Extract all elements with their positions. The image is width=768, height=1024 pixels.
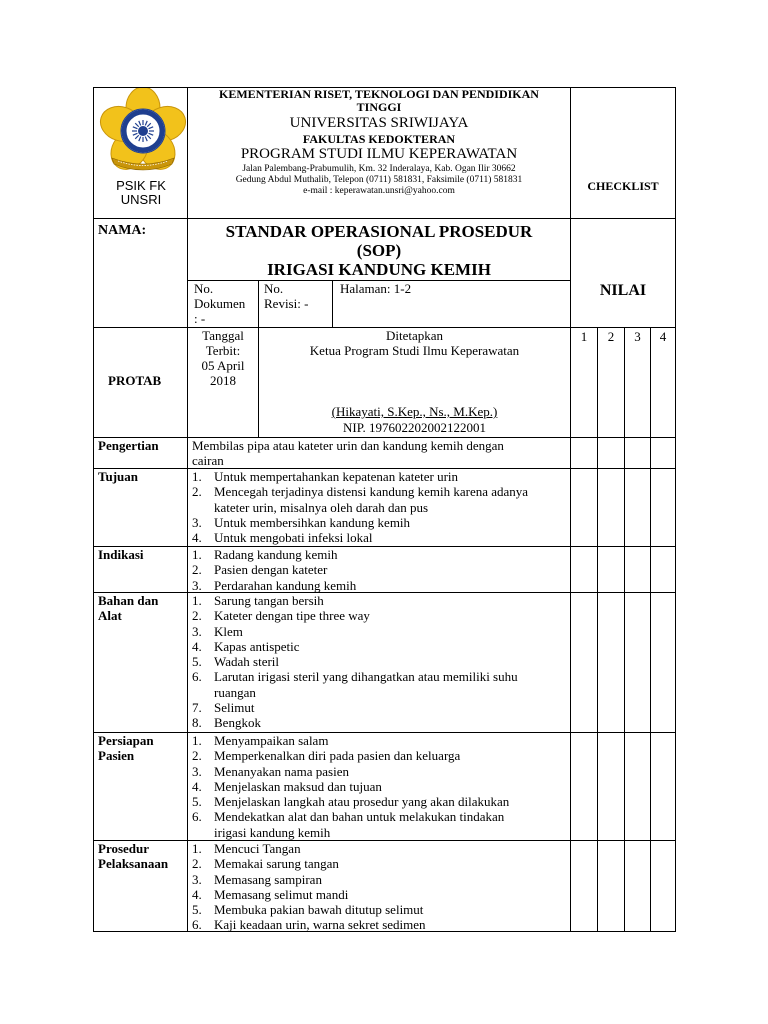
list-item-text: Mencegah terjadinya distensi kandung kemih karena adanya	[214, 484, 529, 500]
list-item-number: 6.	[192, 809, 202, 825]
list-item	[192, 593, 518, 608]
list-item-number: 5.	[192, 654, 202, 670]
pengertian-text-1: Membilas pipa atau kateter urin dan kandung kemih dengan	[192, 438, 504, 453]
list-item	[192, 685, 518, 700]
protab-label: PROTAB	[108, 373, 162, 388]
ministry-line-1: KEMENTERIAN RISET, TEKNOLOGI DAN PENDIDIKAN	[219, 87, 539, 101]
signer-name: (Hikayati, S.Kep., Ns., M.Kep.)	[331, 404, 498, 419]
list-item-number: 3.	[192, 577, 202, 593]
list-item-text: Memperkenalkan diri pada pasien dan keluarga	[214, 748, 461, 764]
list-item-text: Kaji keadaan urin, warna sekret sedimen	[214, 917, 426, 933]
signer-nip: NIP. 197602202002122001	[342, 420, 486, 435]
indikasi-label: Indikasi	[98, 547, 144, 562]
prosedur-list	[192, 841, 426, 933]
list-item-text: Radang kandung kemih	[214, 547, 338, 562]
list-item-number: 1.	[192, 733, 202, 748]
prosedur-label-2: Pelaksanaan	[98, 856, 169, 871]
list-item	[192, 578, 356, 593]
list-item-text: kateter urin, misalnya oleh darah dan pus	[214, 499, 429, 515]
list-item-text: Mendekatkan alat dan bahan untuk melakukan tindakan	[214, 809, 505, 825]
program-name: PROGRAM STUDI ILMU KEPERAWATAN	[240, 146, 518, 162]
score-1: 1	[580, 329, 588, 344]
doc-no-line-1: No.	[194, 281, 214, 296]
list-item-text: Sarung tangan bersih	[214, 593, 324, 608]
list-item-number: 2.	[192, 608, 202, 624]
list-item	[192, 794, 509, 809]
list-item	[192, 469, 528, 484]
ketua-label: Ketua Program Studi Ilmu Keperawatan	[309, 343, 520, 358]
revision-line-1: No.	[264, 281, 284, 296]
list-item	[192, 887, 426, 902]
list-item-number: 6.	[192, 917, 202, 933]
sop-title-1: STANDAR OPERASIONAL PROSEDUR	[225, 222, 533, 241]
list-item-number: 5.	[192, 902, 202, 918]
revision-line-2: Revisi: -	[264, 296, 309, 311]
list-item-text: Kapas antispetic	[214, 638, 300, 654]
list-item	[192, 872, 426, 887]
list-item	[192, 669, 518, 684]
list-item-text: Larutan irigasi steril yang dihangatkan atau memiliki suhu	[214, 669, 518, 685]
list-item-number: 2.	[192, 562, 202, 578]
faculty-name: FAKULTAS KEDOKTERAN	[302, 132, 456, 146]
bahan-label-1: Bahan dan	[98, 593, 159, 608]
list-item-number: 2.	[192, 748, 202, 764]
list-item-text: ruangan	[214, 684, 256, 700]
list-item	[192, 624, 518, 639]
list-item-text: Menanyakan nama pasien	[214, 763, 350, 779]
tujuan-label: Tujuan	[98, 469, 138, 484]
list-item-text: Memasang sampiran	[214, 871, 322, 887]
list-item-text: Untuk membersihkan kandung kemih	[214, 514, 411, 530]
list-item	[192, 733, 509, 748]
tanggal-line-4: 2018	[210, 373, 236, 388]
bahan-list	[192, 593, 518, 731]
list-item-text: Perdarahan kandung kemih	[214, 577, 357, 593]
address-line-1: Jalan Palembang-Prabumulih, Km. 32 Inderalaya, Kab. Ogan Ilir 30662	[242, 164, 516, 174]
list-item	[192, 654, 518, 669]
list-item-text: Kateter dengan tipe three way	[214, 608, 370, 624]
list-item	[192, 700, 518, 715]
list-item	[192, 856, 426, 871]
score-4: 4	[659, 329, 667, 344]
page-count: Halaman: 1-2	[340, 281, 412, 296]
list-item-text: Mencuci Tangan	[214, 841, 301, 856]
list-item-number: 4.	[192, 886, 202, 902]
list-item	[192, 715, 518, 730]
list-item-text: Selimut	[214, 700, 255, 716]
list-item	[192, 530, 528, 545]
list-item-text: Klem	[214, 623, 243, 639]
list-item	[192, 902, 426, 917]
list-item-number: 8.	[192, 715, 202, 731]
list-item	[192, 562, 356, 577]
prosedur-label-1: Prosedur	[98, 841, 150, 856]
list-item-text: irigasi kandung kemih	[214, 824, 331, 840]
ditetapkan-label: Ditetapkan	[385, 328, 444, 343]
score-3: 3	[634, 329, 641, 344]
tanggal-line-2: Terbit:	[205, 343, 241, 358]
doc-no-line-3: : -	[194, 311, 206, 326]
list-item-number: 3.	[192, 763, 202, 779]
list-item-number: 3.	[192, 514, 202, 530]
pengertian-text-2: cairan	[192, 453, 224, 468]
list-item	[192, 515, 528, 530]
sop-title-3: IRIGASI KANDUNG KEMIH	[267, 260, 491, 279]
list-item-text: Menjelaskan maksud dan tujuan	[214, 778, 382, 794]
email-line: e-mail : keperawatan.unsri@yahoo.com	[303, 186, 455, 196]
list-item	[192, 841, 426, 856]
address-line-2: Gedung Abdul Muthalib, Telepon (0711) 581831, Faksimile (0711) 581831	[235, 175, 523, 185]
nilai-heading: NILAI	[599, 282, 647, 299]
list-item-number: 4.	[192, 778, 202, 794]
list-item-number: 5.	[192, 794, 202, 810]
list-item-text: Memasang selimut mandi	[214, 886, 349, 902]
logo-caption-1: PSIK FK	[116, 178, 166, 193]
list-item-text: Menjelaskan langkah atau prosedur yang akan dilakukan	[214, 794, 510, 810]
list-item	[192, 748, 509, 763]
list-item-number: 4.	[192, 530, 202, 546]
sriwijaya-emblem-icon	[98, 88, 188, 178]
list-item	[192, 484, 528, 499]
list-item-number: 3.	[192, 871, 202, 887]
list-item	[192, 500, 528, 515]
list-item-number: 1.	[192, 841, 202, 856]
university-logo	[98, 88, 188, 178]
doc-no-line-2: Dokumen	[194, 296, 246, 311]
list-item-number: 4.	[192, 638, 202, 654]
list-item-number: 1.	[192, 469, 202, 484]
university-name: UNIVERSITAS SRIWIJAYA	[289, 115, 469, 131]
list-item-text: Memakai sarung tangan	[214, 856, 339, 872]
indikasi-list	[192, 547, 356, 593]
list-item-number: 7.	[192, 700, 202, 716]
tanggal-line-1: Tanggal	[202, 328, 244, 343]
list-item-text: Bengkok	[214, 715, 261, 731]
list-item-text: Menyampaikan salam	[214, 733, 329, 748]
persiapan-label-2: Pasien	[98, 748, 135, 763]
pengertian-label: Pengertian	[98, 438, 159, 453]
list-item-text: Wadah steril	[214, 654, 280, 670]
list-item	[192, 639, 518, 654]
list-item	[192, 825, 509, 840]
list-item-text: Untuk mempertahankan kepatenan kateter urin	[214, 469, 459, 484]
list-item	[192, 608, 518, 623]
list-item	[192, 764, 509, 779]
list-item-text: Untuk mengobati infeksi lokal	[214, 530, 373, 546]
list-item	[192, 547, 356, 562]
list-item	[192, 809, 509, 824]
ministry-line-2: TINGGI	[356, 100, 402, 114]
tujuan-list	[192, 469, 528, 545]
persiapan-list	[192, 733, 509, 840]
tanggal-line-3: 05 April	[201, 358, 245, 373]
list-item-number: 2.	[192, 484, 202, 500]
checklist-heading: CHECKLIST	[587, 179, 659, 193]
list-item-number: 1.	[192, 593, 202, 608]
list-item-number: 1.	[192, 547, 202, 562]
list-item-number: 3.	[192, 623, 202, 639]
logo-caption-2: UNSRI	[120, 192, 162, 207]
list-item-number: 2.	[192, 856, 202, 872]
list-item	[192, 917, 426, 932]
list-item-text: Pasien dengan kateter	[214, 562, 328, 578]
score-2: 2	[607, 329, 615, 344]
sop-title-2: (SOP)	[356, 241, 402, 260]
nama-label: NAMA:	[98, 223, 147, 238]
list-item-number: 6.	[192, 669, 202, 685]
persiapan-label-1: Persiapan	[98, 733, 154, 748]
list-item-text: Membuka pakian bawah ditutup selimut	[214, 902, 424, 918]
bahan-label-2: Alat	[98, 608, 122, 623]
list-item	[192, 779, 509, 794]
